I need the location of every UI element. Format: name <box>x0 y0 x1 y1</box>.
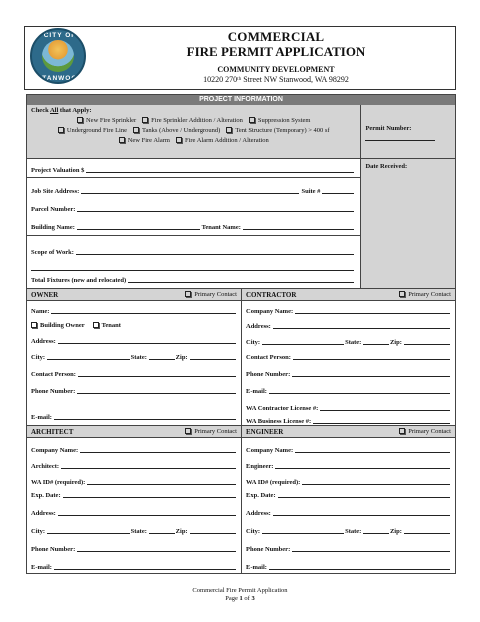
engineer-exp-field[interactable]: Exp. Date: <box>242 486 455 499</box>
engineer-waid-field[interactable]: WA ID# (required): <box>242 470 455 486</box>
department: COMMUNITY DEVELOPMENT <box>217 65 335 74</box>
options-row-3 <box>31 137 356 144</box>
scope-field[interactable]: Scope of Work: <box>27 242 360 256</box>
page-title-line2: FIRE PERMIT APPLICATION <box>186 44 366 59</box>
owner-email-field[interactable]: E-mail: <box>27 395 241 421</box>
check-all-label: Check All that Apply: <box>31 107 92 114</box>
date-received-label: Date Received: <box>365 163 408 170</box>
engineer-head: ENGINEER Primary Contact <box>242 426 455 438</box>
owner-contractor-section <box>27 289 455 426</box>
checkbox-icon[interactable] <box>77 117 83 123</box>
architect-exp-field[interactable]: Exp. Date: <box>27 486 241 499</box>
owner-address-field[interactable]: Address: <box>27 329 241 345</box>
option-alarm-addition[interactable]: Fire Alarm Addition / Alteration <box>176 137 269 144</box>
project-type-checkboxes <box>27 105 360 159</box>
option-underground-line[interactable]: Underground Fire Line <box>58 127 127 134</box>
contractor-company-field[interactable]: Company Name: <box>242 301 455 315</box>
application-form <box>26 94 456 574</box>
architect-waid-field[interactable]: WA ID# (required): <box>27 470 241 486</box>
owner-primary-contact[interactable]: Primary Contact <box>185 291 237 298</box>
engineer-city-field[interactable]: City: State: Zip: <box>242 517 455 535</box>
owner-phone-field[interactable]: Phone Number: <box>27 378 241 395</box>
valuation-field[interactable]: Project Valuation $ <box>27 160 360 174</box>
permit-number-box <box>361 105 455 159</box>
logo-text-bottom: STANWOOD <box>36 75 84 82</box>
section-bar-project: PROJECT INFORMATION <box>27 95 455 105</box>
option-tanks[interactable]: Tanks (Above / Underground) <box>133 127 220 134</box>
contractor-column <box>241 289 455 425</box>
architect-address-field[interactable]: Address: <box>27 499 241 517</box>
option-sprinkler-addition[interactable]: Fire Sprinkler Addition / Alteration <box>142 117 243 124</box>
suite-label: Suite # <box>301 188 321 195</box>
contractor-phone-field[interactable]: Phone Number: <box>242 361 455 378</box>
parcel-field[interactable]: Parcel Number: <box>27 195 360 213</box>
tenant-name-label: Tenant Name: <box>201 224 241 231</box>
engineer-address-field[interactable]: Address: <box>242 499 455 517</box>
checkbox-icon[interactable] <box>142 117 148 123</box>
scope-line-2[interactable] <box>27 256 360 272</box>
owner-contact-field[interactable]: Contact Person: <box>27 361 241 378</box>
checkbox-icon[interactable] <box>399 428 405 434</box>
owner-city-field[interactable]: City: State: Zip: <box>27 345 241 361</box>
checkbox-icon[interactable] <box>176 137 182 143</box>
contractor-city-field[interactable]: City: State: Zip: <box>242 330 455 346</box>
owner-type <box>27 315 241 329</box>
engineer-company-field[interactable]: Company Name: <box>242 438 455 454</box>
architect-engineer-section <box>27 426 455 573</box>
architect-primary-contact[interactable]: Primary Contact <box>185 428 237 435</box>
option-new-alarm[interactable]: New Fire Alarm <box>119 137 170 144</box>
site-address-field[interactable]: Job Site Address: Suite # <box>27 179 360 195</box>
sunrise-icon <box>42 40 74 72</box>
checkbox-icon[interactable] <box>119 137 125 143</box>
architect-email-field[interactable]: E-mail: <box>27 553 241 573</box>
owner-column <box>27 289 241 425</box>
permit-number-label: Permit Number: <box>365 125 412 132</box>
architect-head: ARCHITECT Primary Contact <box>27 426 241 438</box>
engineer-primary-contact[interactable]: Primary Contact <box>399 428 451 435</box>
page-footer <box>0 587 480 603</box>
contractor-business-field[interactable]: WA Business License #: <box>242 412 455 425</box>
address: 10220 270ᵗʰ Street NW Stanwood, WA 98292 <box>203 75 349 84</box>
logo-text-top: CITY OF <box>43 32 77 39</box>
architect-company-field[interactable]: Company Name: <box>27 438 241 454</box>
page-number: Page 1 of 3 <box>225 595 255 602</box>
checkbox-icon[interactable] <box>31 322 37 328</box>
checkbox-icon[interactable] <box>93 322 99 328</box>
footer-title: Commercial Fire Permit Application <box>192 587 288 594</box>
option-suppression[interactable]: Suppression System <box>249 117 311 124</box>
architect-phone-field[interactable]: Phone Number: <box>27 535 241 553</box>
date-received-box <box>361 159 455 174</box>
checkbox-icon[interactable] <box>249 117 255 123</box>
contractor-primary-contact[interactable]: Primary Contact <box>399 291 451 298</box>
city-seal-logo <box>30 28 86 84</box>
fixtures-field[interactable]: Total Fixtures (new and relocated) <box>27 272 360 284</box>
contractor-contact-field[interactable]: Contact Person: <box>242 346 455 361</box>
project-section <box>27 105 455 289</box>
options-row-1 <box>31 117 356 124</box>
owner-name-field[interactable]: Name: <box>27 301 241 315</box>
architect-column <box>27 426 241 573</box>
engineer-email-field[interactable]: E-mail: <box>242 553 455 573</box>
engineer-name-field[interactable]: Engineer: <box>242 454 455 470</box>
contractor-address-field[interactable]: Address: <box>242 315 455 330</box>
checkbox-icon[interactable] <box>185 428 191 434</box>
option-tent[interactable]: Tent Structure (Temporary) > 400 sf <box>226 127 329 134</box>
contractor-email-field[interactable]: E-mail: <box>242 378 455 395</box>
page-title-line1: COMMERCIAL <box>227 29 325 44</box>
contractor-head: CONTRACTOR Primary Contact <box>242 289 455 301</box>
engineer-phone-field[interactable]: Phone Number: <box>242 535 455 553</box>
building-name-field[interactable]: Building Name: Tenant Name: <box>27 213 360 231</box>
building-owner-option[interactable]: Building Owner <box>31 322 85 329</box>
tenant-option[interactable]: Tenant <box>93 322 121 329</box>
architect-city-field[interactable]: City: State: Zip: <box>27 517 241 535</box>
engineer-column <box>241 426 455 573</box>
checkbox-icon[interactable] <box>185 291 191 297</box>
title-block <box>110 30 442 84</box>
checkbox-icon[interactable] <box>226 127 232 133</box>
architect-name-field[interactable]: Architect: <box>27 454 241 470</box>
option-new-sprinkler[interactable]: New Fire Sprinkler <box>77 117 136 124</box>
contractor-license-field[interactable]: WA Contractor License #: <box>242 395 455 412</box>
options-row-2 <box>31 127 356 134</box>
checkbox-icon[interactable] <box>399 291 405 297</box>
checkbox-icon[interactable] <box>58 127 64 133</box>
checkbox-icon[interactable] <box>133 127 139 133</box>
owner-head: OWNER Primary Contact <box>27 289 241 301</box>
permit-number-line[interactable] <box>365 140 435 141</box>
